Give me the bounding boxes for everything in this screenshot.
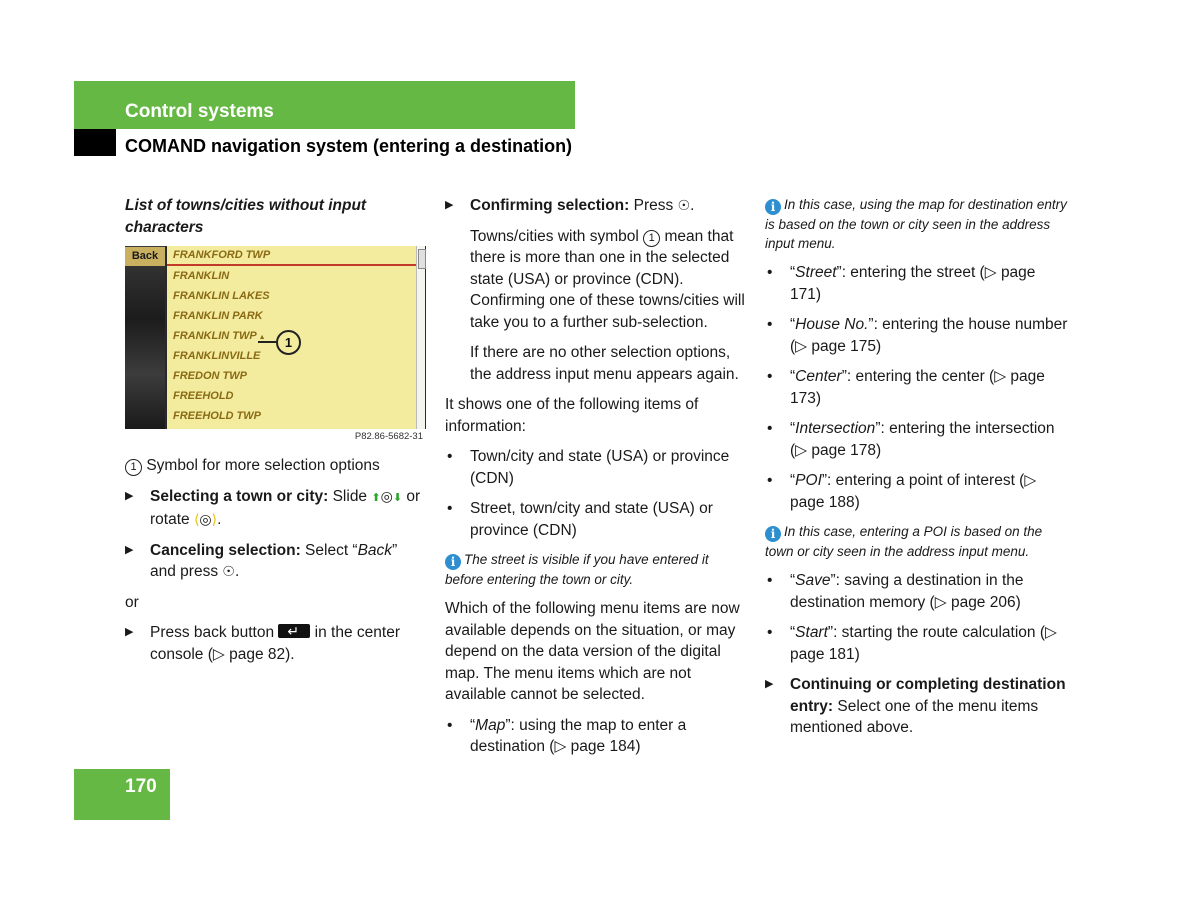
slide-controller-icon: ⬆◎⬇ — [371, 487, 403, 504]
town-list-item: FRANKLIN LAKES — [173, 290, 270, 302]
bullet-text: ”: starting the route calculation (▷ page 181) — [790, 624, 1057, 663]
screen-scrollbar — [416, 246, 425, 429]
paragraph: It shows one of the following items of information: — [445, 396, 699, 435]
instruction-step — [125, 540, 425, 583]
scroll-thumb — [418, 249, 426, 269]
bullet-text: ”: using the map to enter a destination (▷ page 184) — [470, 716, 687, 755]
bullet-item: • “Street”: entering the street (▷ page 171) — [765, 262, 1070, 305]
callout-line — [258, 341, 276, 343]
screen-back-label: Back — [125, 247, 165, 266]
menu-item-name: Back — [357, 541, 393, 559]
step-text: . — [234, 563, 240, 580]
menu-item-name: Start — [795, 624, 828, 641]
page-number: 170 — [125, 776, 157, 797]
back-button-icon — [278, 624, 310, 638]
town-list-item: FREEHOLD TWP — [173, 410, 261, 422]
town-list-item: FRANKFORD TWP — [167, 246, 416, 266]
info-note — [765, 522, 1070, 561]
town-list-item-label: FRANKLIN TWP — [173, 330, 257, 342]
figure-code: P82.86-5682-31 — [354, 431, 423, 442]
note-text: In this case, entering a POI is based on the town or city seen in the address input menu. — [765, 524, 1043, 559]
bullet-item: • “Save”: saving a destination in the destination memory (▷ page 206) — [765, 570, 1070, 613]
menu-item-name: Intersection — [795, 420, 876, 437]
info-note — [765, 195, 1070, 253]
step-title: Canceling selection: — [150, 541, 301, 559]
bullet-text: ”: entering the center (▷ page 173) — [790, 368, 1045, 407]
rotate-controller-icon: ⟨◎⟩ — [193, 511, 218, 527]
bullet-item: • Street, town/city and state (USA) or province (CDN) — [445, 498, 745, 541]
press-controller-icon: ☉ — [677, 197, 691, 213]
note-text: The street is visible if you have entered it before entering the town or city. — [445, 552, 709, 587]
callout-number: 1 — [276, 330, 301, 355]
column-3 — [765, 195, 1070, 748]
instruction-step — [125, 622, 425, 665]
legend-item — [125, 455, 425, 477]
step-text: . — [690, 197, 695, 214]
step-text: Select one of the menu items mentioned above. — [790, 697, 1039, 736]
bullet-text: ”: entering the intersection (▷ page 178) — [790, 420, 1055, 459]
bullet-text: ”: saving a destination in the destination memory (▷ page 206) — [790, 572, 1024, 611]
step-title: Selecting a town or city: — [150, 487, 329, 505]
instruction-step — [125, 486, 425, 531]
step-text: ” and press — [150, 541, 398, 580]
bullet-item: • “Map”: using the map to enter a destination (▷ page 184) — [445, 715, 745, 758]
town-list-item: FRANKLINVILLE — [173, 350, 261, 362]
paragraph: Which of the following menu items are now available depends on the situation, or may depend on the data version of the digital map. The menu items which are not available cannot be selected. — [445, 600, 740, 703]
instruction-step — [445, 195, 745, 217]
legend-text: Symbol for more selection options — [146, 457, 380, 474]
menu-item-name: House No. — [795, 316, 869, 333]
town-list-item: FRANKLIN PARK — [173, 310, 263, 322]
step-text: Press back button — [150, 624, 279, 641]
menu-item-name: Save — [795, 572, 831, 589]
step-text: Slide — [328, 487, 372, 505]
bullet-item: • “Start”: starting the route calculation (▷ page 181) — [765, 622, 1070, 665]
step-text: or rotate — [150, 487, 421, 528]
figure-heading: List of towns/cities without input characters — [125, 197, 367, 236]
section-marker — [74, 129, 116, 156]
bullet-text: ”: entering the street (▷ page 171) — [790, 264, 1036, 303]
bullet-text: ”: entering the house number (▷ page 175) — [790, 316, 1068, 355]
step-text: . — [217, 511, 222, 528]
town-list-item: FREEHOLD — [173, 390, 234, 402]
bullet-item: • “House No.”: entering the house number (▷ page 175) — [765, 314, 1070, 357]
more-options-triangle-icon: ▲ — [256, 334, 266, 341]
instruction-step — [765, 674, 1070, 739]
bullet-item: • Town/city and state (USA) or province (CDN) — [445, 446, 745, 489]
bullet-text: ”: entering a point of interest (▷ page 188) — [790, 472, 1037, 511]
town-list-item: FRANKLIN — [173, 270, 230, 282]
paragraph-text: Towns/cities with symbol — [470, 227, 644, 245]
symbol-number: 1 — [643, 230, 660, 247]
screen-left-panel — [125, 246, 165, 429]
menu-item-name: Center — [795, 368, 842, 385]
info-icon: i — [765, 526, 781, 542]
column-2 — [445, 195, 745, 767]
bullet-item: • “Intersection”: entering the intersection (▷ page 178) — [765, 418, 1070, 461]
legend-number: 1 — [125, 459, 142, 476]
bullet-item: • “Center”: entering the center (▷ page 173) — [765, 366, 1070, 409]
column-1 — [125, 195, 425, 674]
bullet-item: • “POI”: entering a point of interest (▷ page 188) — [765, 470, 1070, 513]
paragraph-text: mean that there is more than one in the selected state (USA) or province (CDN). Confirming one of these towns/cities will take you to a further sub-selection. — [470, 227, 745, 331]
menu-item-name: Street — [795, 264, 837, 281]
note-text: In this case, using the map for destination entry is based on the town or city seen in the address input menu. — [765, 197, 1067, 251]
town-list-item: FREDON TWP — [173, 370, 247, 382]
step-text: in the center console (▷ page 82). — [150, 624, 400, 663]
or-text: or — [125, 593, 139, 611]
step-title: Continuing or completing destination entry: — [790, 676, 1066, 715]
paragraph — [445, 226, 745, 334]
info-icon: i — [445, 554, 461, 570]
navigation-screen-figure — [125, 246, 426, 429]
menu-item-name: Map — [475, 716, 506, 734]
step-text: Press — [629, 197, 678, 214]
menu-item-name: POI — [795, 472, 822, 489]
info-note — [445, 550, 745, 589]
paragraph: If there are no other selection options, the address input menu appears again. — [470, 344, 739, 383]
step-title: Confirming selection: — [470, 197, 630, 214]
subsection-title: COMAND navigation system (entering a destination) — [125, 136, 573, 156]
press-controller-icon: ☉ — [222, 563, 235, 579]
info-icon: i — [765, 199, 781, 215]
step-text: Select “ — [300, 541, 358, 559]
section-title: Control systems — [125, 101, 274, 122]
